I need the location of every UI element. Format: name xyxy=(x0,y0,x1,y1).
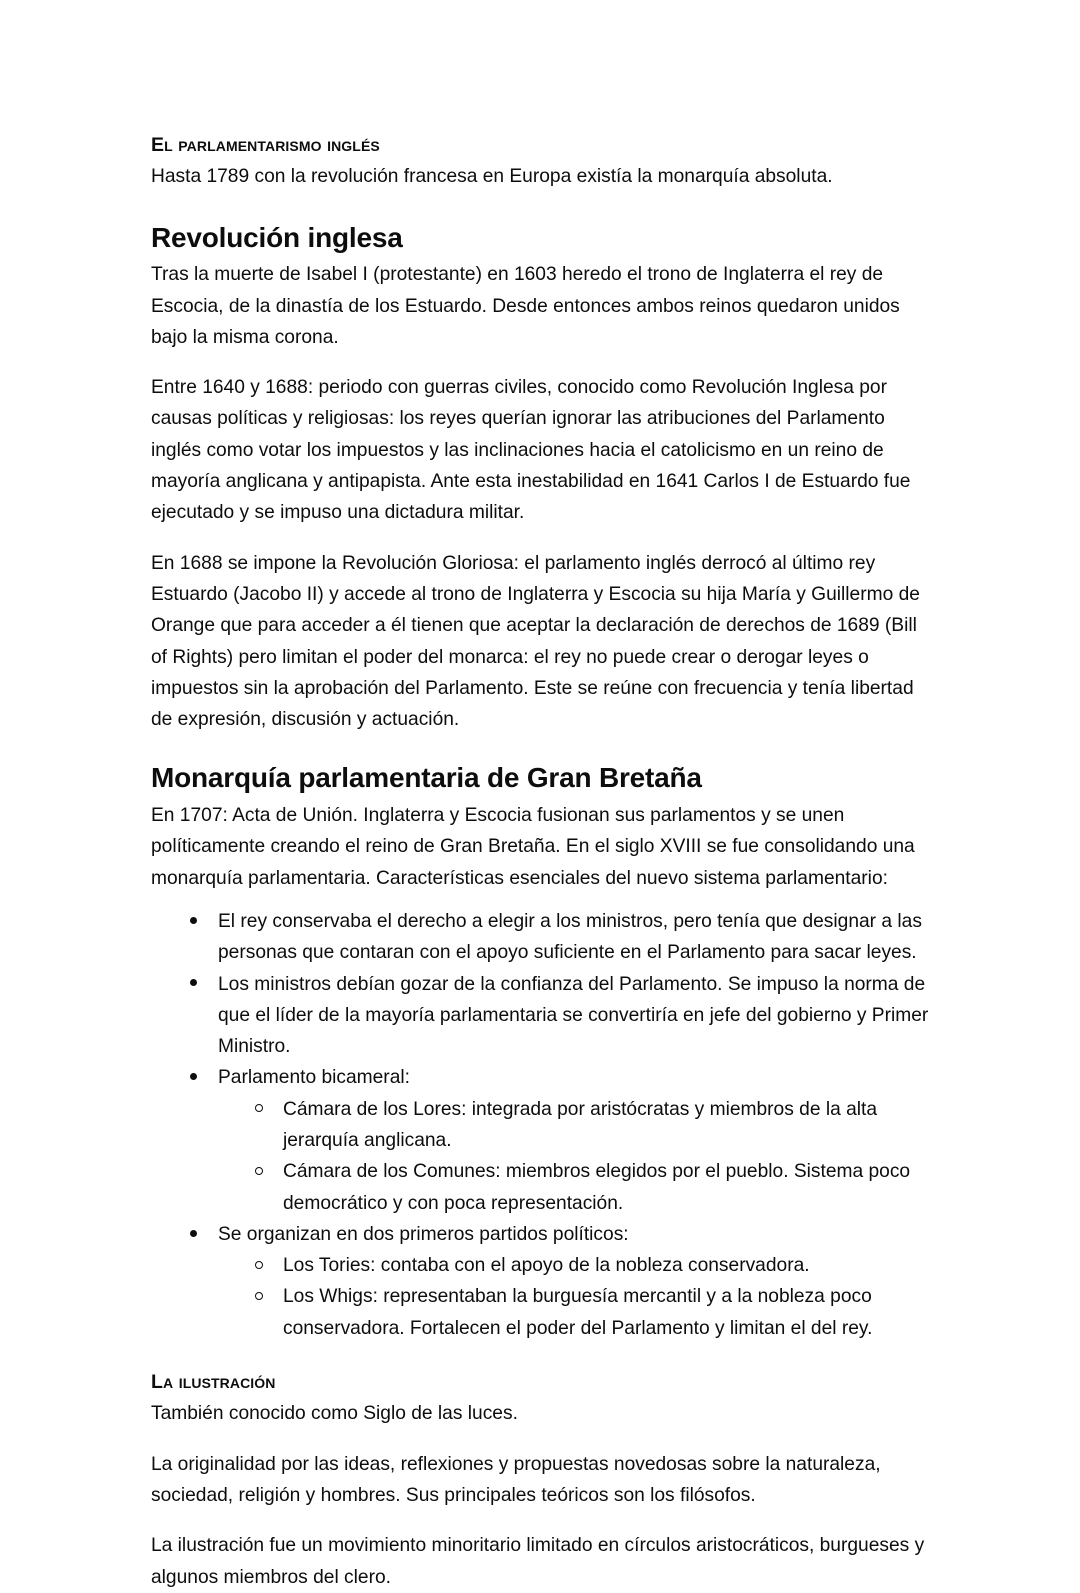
paragraph-la-ilustracion-1: La originalidad por las ideas, reflexiones y propuestas novedosas sobre la naturaleza, sociedad, religión y hombres. Sus principales teóricos son los filósofos. xyxy=(151,1453,881,1507)
bullet-circle-icon xyxy=(255,1167,263,1175)
section-heading-monarquia-parlamentaria: Monarquía parlamentaria de Gran Bretaña xyxy=(151,762,702,794)
bullet-circle-icon xyxy=(255,1104,263,1112)
list-item xyxy=(151,1219,933,1344)
list-item-text: Cámara de los Lores: integrada por aristócratas y miembros de la alta jerarquía anglicana. xyxy=(283,1098,878,1151)
list-item xyxy=(218,1250,933,1281)
list-item-text: Parlamento bicameral: xyxy=(218,1067,410,1089)
list-item xyxy=(151,1062,933,1218)
section-heading-revolucion-inglesa: Revolución inglesa xyxy=(151,221,403,253)
bullet-list-caracteristicas xyxy=(151,906,933,1344)
bullet-circle-icon xyxy=(255,1292,263,1300)
list-item xyxy=(218,1156,933,1219)
list-item-text: Los Tories: contaba con el apoyo de la nobleza conservadora. xyxy=(283,1255,810,1277)
list-item xyxy=(151,969,933,1063)
bullet-disc-icon xyxy=(190,917,197,924)
list-item-text: Se organizan en dos primeros partidos políticos: xyxy=(218,1223,629,1245)
spacer xyxy=(151,1344,933,1370)
list-item-text: Los ministros debían gozar de la confianza del Parlamento. Se impuso la norma de que el líder de la mayoría parlamentaria se convertiría en jefe del gobierno y Primer Ministro. xyxy=(218,973,929,1058)
paragraph-monarquia-intro: En 1707: Acta de Unión. Inglaterra y Escocia fusionan sus parlamentos y se unen políticamente creando el reino de Gran Bretaña. En el siglo XVIII se fue consolidando una monarquía parlamentaria. Características esenciales del nuevo sistema parlamentario: xyxy=(151,805,915,889)
paragraph-revolucion-inglesa-3: En 1688 se impone la Revolución Gloriosa: el parlamento inglés derrocó al último rey Estuardo (Jacobo II) y accede al trono de Inglaterra y Escocia su hija María y Guillermo de Orange que para acceder a él tienen que aceptar la declaración de derechos de 1689 (Bill of Rights) pero limitan el poder del monarca: el rey no puede crear o derogar leyes o impuestos sin la aprobación del Parlamento. Este se reúne con frecuencia y tenía libertad de expresión, discusión y actuación. xyxy=(151,552,920,731)
document-body xyxy=(151,133,933,1593)
list-item xyxy=(218,1281,933,1344)
paragraph-revolucion-inglesa-1: Tras la muerte de Isabel I (protestante) en 1603 heredo el trono de Inglaterra el rey de Escocia, de la dinastía de los Estuardo. Desde entonces ambos reinos quedaron unidos bajo la misma corona. xyxy=(151,264,900,348)
bullet-circle-icon xyxy=(255,1261,263,1269)
list-item-text: Cámara de los Comunes: miembros elegidos por el pueblo. Sistema poco democrático y con poca representación. xyxy=(283,1161,911,1214)
section-heading-parlamentarismo-ingles: El parlamentarismo inglés xyxy=(151,134,380,156)
list-item-text: Los Whigs: representaban la burguesía mercantil y a la nobleza poco conservadora. Fortalecen el poder del Parlamento y limitan el del rey. xyxy=(283,1286,873,1339)
bullet-disc-icon xyxy=(190,1073,197,1080)
paragraph-la-ilustracion-2: La ilustración fue un movimiento minoritario limitado en círculos aristocráticos, burgueses y algunos miembros del clero. xyxy=(151,1535,925,1588)
list-item xyxy=(218,1094,933,1157)
bullet-disc-icon xyxy=(190,1230,197,1237)
bullet-disc-icon xyxy=(190,979,197,986)
section-lead-la-ilustracion: También conocido como Siglo de las luces. xyxy=(151,1403,518,1425)
paragraph-revolucion-inglesa-2: Entre 1640 y 1688: periodo con guerras civiles, conocido como Revolución Inglesa por causas políticas y religiosas: los reyes querían ignorar las atribuciones del Parlamento inglés como votar los impuestos y las inclinaciones hacia el catolicismo en un reino de mayoría anglicana y antipapista. Ante esta inestabilidad en 1641 Carlos I de Estuardo fue ejecutado y se impuso una dictadura militar. xyxy=(151,377,911,524)
list-item xyxy=(151,906,933,969)
sublist-parlamento-bicameral xyxy=(218,1094,933,1219)
section-lead-parlamentarismo-ingles: Hasta 1789 con la revolución francesa en Europa existía la monarquía absoluta. xyxy=(151,166,833,188)
sublist-partidos-politicos xyxy=(218,1250,933,1344)
list-item-text: El rey conservaba el derecho a elegir a los ministros, pero tenía que designar a las personas que contaran con el apoyo suficiente en el Parlamento para sacar leyes. xyxy=(218,910,922,964)
section-heading-la-ilustracion: La ilustración xyxy=(151,1371,276,1394)
